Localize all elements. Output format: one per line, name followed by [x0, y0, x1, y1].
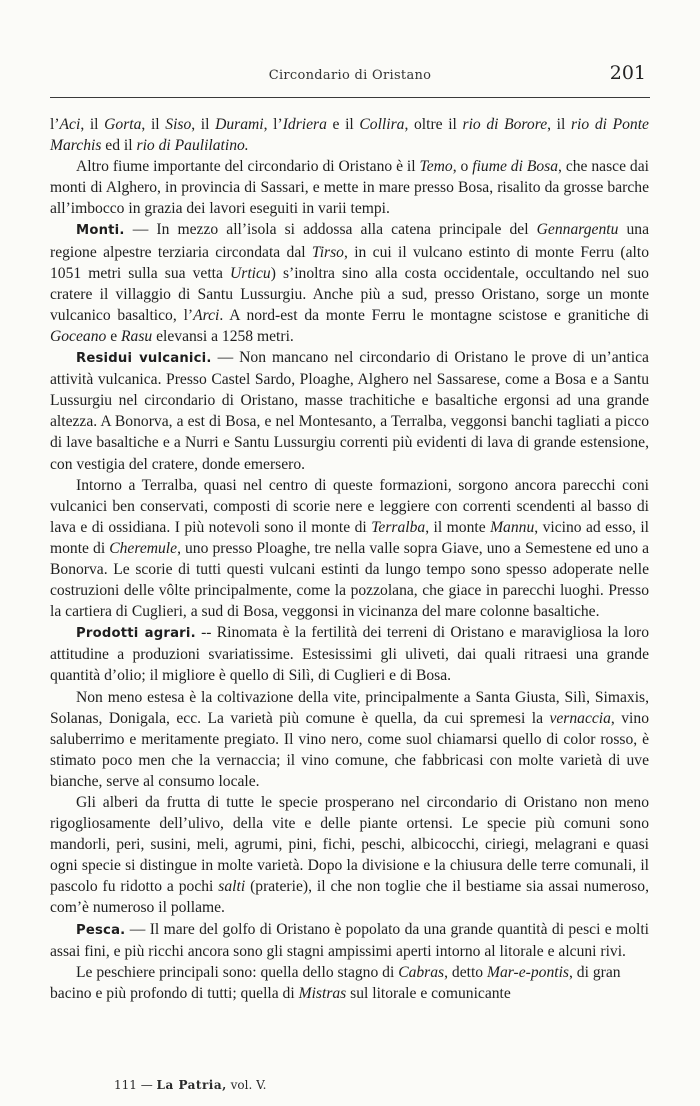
italic-term: vernaccia: [549, 709, 611, 727]
italic-term: Tirso: [311, 243, 344, 261]
text-run: , il: [80, 116, 105, 133]
text-run: , detto: [444, 963, 488, 981]
italic-term: Mistras: [298, 984, 347, 1002]
italic-term: salti: [218, 878, 246, 896]
text-run: , il monte: [425, 518, 491, 536]
text-run: , che nasce dai monti di Alghero, in provincia di Sassari, e mette in mare presso Bosa, risalito da grosse barche all’imbocco in grazia dei lavori eseguiti in varii tempi.: [50, 158, 649, 218]
text-run: e il: [326, 116, 360, 133]
italic-term: Gorta: [104, 116, 142, 133]
text-run: Non meno estesa è la coltivazione della vite, principalmente a Santa Giusta, Silì, Simaxis, Solanas, Donigala, ecc. La varietà più comune è quella, da cui spremesi la: [50, 688, 649, 727]
text-run: (praterie), il che non toglie che il bestiame sia assai numeroso, com’è numeroso il pollame.: [50, 878, 649, 917]
paragraph: [50, 919, 649, 962]
text-run: , oltre il: [404, 116, 463, 133]
section-run-in-heading: Residui vulcanici.: [76, 351, 212, 367]
paragraph: [50, 219, 649, 347]
paragraph: [50, 962, 649, 1004]
italic-term: Siso: [165, 116, 192, 133]
text-run: , o: [452, 158, 473, 176]
text-run: , uno presso Ploaghe, tre nella valle sopra Giave, uno a Semestene ed uno a Bonorva. Le scorie di tutti questi vulcani estinti da lungo tempo sono spesso adoperate nelle costruzioni delle vôlte principalmente, come la pozzolana, che giace in parecchi luoghi. Presso la cartiera di Cuglieri, a sud di Bosa, veggonsi in vicinanza del mare colonne basaltiche.: [50, 539, 650, 621]
text-run: Altro fiume importante del circondario di Oristano è il: [76, 158, 420, 176]
italic-term: Mannu: [490, 518, 535, 536]
text-run: ) s’inoltra sino alla costa occidentale, occultando nel suo cratere il villaggio di Santu Lussurgiu. Anche più a sud, presso Oristano, sorge un monte vulcanico basaltico, l’: [50, 264, 649, 324]
text-run: sul litorale e comunicante: [346, 984, 511, 1002]
italic-term: rio di Ponte Marchis: [50, 116, 649, 155]
text-run: . A nord-est da monte Ferru le montagne scistose e granitiche di: [219, 306, 649, 324]
text-run: — Il mare del golfo di Oristano è popolato da una grande quantità di pesci e molti assai fini, e più ricchi ancora sono gli stagni ampissimi aperti intorno al litorale e alcuni rivi.: [50, 920, 649, 960]
footer-signature: 111 —: [114, 1078, 153, 1092]
italic-term: Durami: [215, 116, 264, 133]
text-run: e: [106, 327, 122, 345]
italic-term: Temo: [419, 158, 453, 176]
italic-term: Idriera: [282, 116, 327, 133]
text-run: , il: [141, 116, 166, 133]
italic-term: rio di Borore: [462, 116, 548, 133]
body-text: [50, 114, 649, 1004]
page-number: 201: [609, 62, 646, 84]
footer-volume: vol. V.: [230, 1078, 267, 1092]
italic-term: Arci: [193, 306, 220, 324]
text-run: , vino saluberrimo e meritamente pregiato. Il vino nero, come suol chiamarsi quello di color rosso, è stimato poco men che la vernaccia; il vino comune, che fabbricasi con molte varietà di uve bianche, serve al consumo locale.: [50, 709, 649, 790]
text-run: ed il: [101, 137, 137, 155]
text-run: -- Rinomata è la fertilità dei terreni di Oristano e maravigliosa la loro attitudine a produzioni svariatissime. Estesissimi gli uliveti, dai quali ritraesi una grande quantità d’olio; il migliore è quello di Silì, di Cuglieri e di Bosa.: [50, 624, 649, 685]
text-run: elevansi a 1258 metri.: [152, 327, 294, 345]
text-run: , vicino ad esso, il monte di: [50, 518, 649, 557]
text-run: Le peschiere principali sono: quella dello stagno di: [76, 963, 399, 981]
italic-term: Urticu: [229, 264, 271, 282]
italic-term: Rasu: [121, 327, 153, 345]
paragraph: [50, 475, 649, 623]
running-title: Circondario di Oristano: [268, 68, 432, 83]
italic-term: Cheremule: [109, 539, 178, 557]
text-run: , il: [547, 116, 571, 133]
section-run-in-heading: Prodotti agrari.: [76, 626, 196, 642]
page-footer: [114, 1078, 266, 1092]
italic-term: Gennargentu: [536, 221, 619, 239]
italic-term: Collira: [359, 116, 405, 133]
section-run-in-heading: Pesca.: [76, 922, 126, 938]
italic-term: Goceano: [50, 327, 107, 345]
text-run: una regione alpestre terziaria circondata dal: [50, 221, 650, 261]
text-run: , in cui il vulcano estinto di monte Ferru (alto 1051 metri sulla sua vetta: [50, 243, 650, 282]
section-run-in-heading: Monti.: [76, 223, 125, 239]
text-run: Intorno a Terralba, quasi nel centro di queste formazioni, sorgono ancora parecchi coni vulcanici ben conservati, composti di scorie nere e leggiere con correnti scendenti al basso di lava e di ossidiana. I più notevoli sono il monte di: [50, 476, 649, 536]
paragraph: [50, 622, 649, 686]
italic-term: rio di Paulilatino.: [136, 137, 249, 155]
text-run: — In mezzo all’isola si addossa alla catena principale del: [124, 221, 537, 239]
paragraph: [50, 687, 649, 792]
text-run: Gli alberi da frutta di tutte le specie prosperano nel circondario di Oristano non meno rigogliosamente dell’ulivo, della vite e delle piante ortensi. Le specie più comuni sono mandorli, peri, susini, meli, agrumi, pini, fichi, peschi, albicocchi, ciriegi, melagrani e quasi ogni specie si distingue in molte varietà. Dopo la divisione e la chiusura delle terre comunali, il pascolo fu ridotto a pochi: [50, 794, 649, 896]
italic-term: Aci: [59, 116, 81, 133]
paragraph: [50, 114, 649, 156]
paragraph: [50, 156, 649, 219]
paragraph: [50, 792, 649, 919]
footer-magazine: La Patria,: [156, 1078, 227, 1092]
paragraph: [50, 347, 649, 475]
text-run: , di gran bacino e più profondo di tutti; quella di: [50, 963, 621, 1002]
text-run: , il: [191, 116, 216, 133]
text-run: — Non mancano nel circondario di Oristano le prove di un’antica attività vulcanica. Presso Castel Sardo, Ploaghe, Alghero nel Sassarese, come a Bosa e a Santu Lussurgiu nel circondario di Oristano, masse trachitiche e basaltiche ergonsi ad una grande altezza. A Bonorva, a est di Bosa, e nel Montesanto, a Terralba, veggonsi banchi tagliati a picco di lave basaltiche e a Nurri e Santu Lussurgiu correnti più evidenti di lava di grande estensione, con vestigia del cratere, donde emersero.: [50, 349, 649, 473]
text-run: , l’: [263, 116, 283, 133]
italic-term: Mar-e-pontis: [487, 963, 569, 981]
italic-term: Cabras: [398, 963, 445, 981]
text-run: l’: [50, 116, 60, 133]
page-header: [50, 62, 650, 94]
header-rule: [50, 97, 650, 98]
italic-term: Terralba: [371, 518, 426, 536]
italic-term: fiume di Bosa: [472, 158, 559, 176]
